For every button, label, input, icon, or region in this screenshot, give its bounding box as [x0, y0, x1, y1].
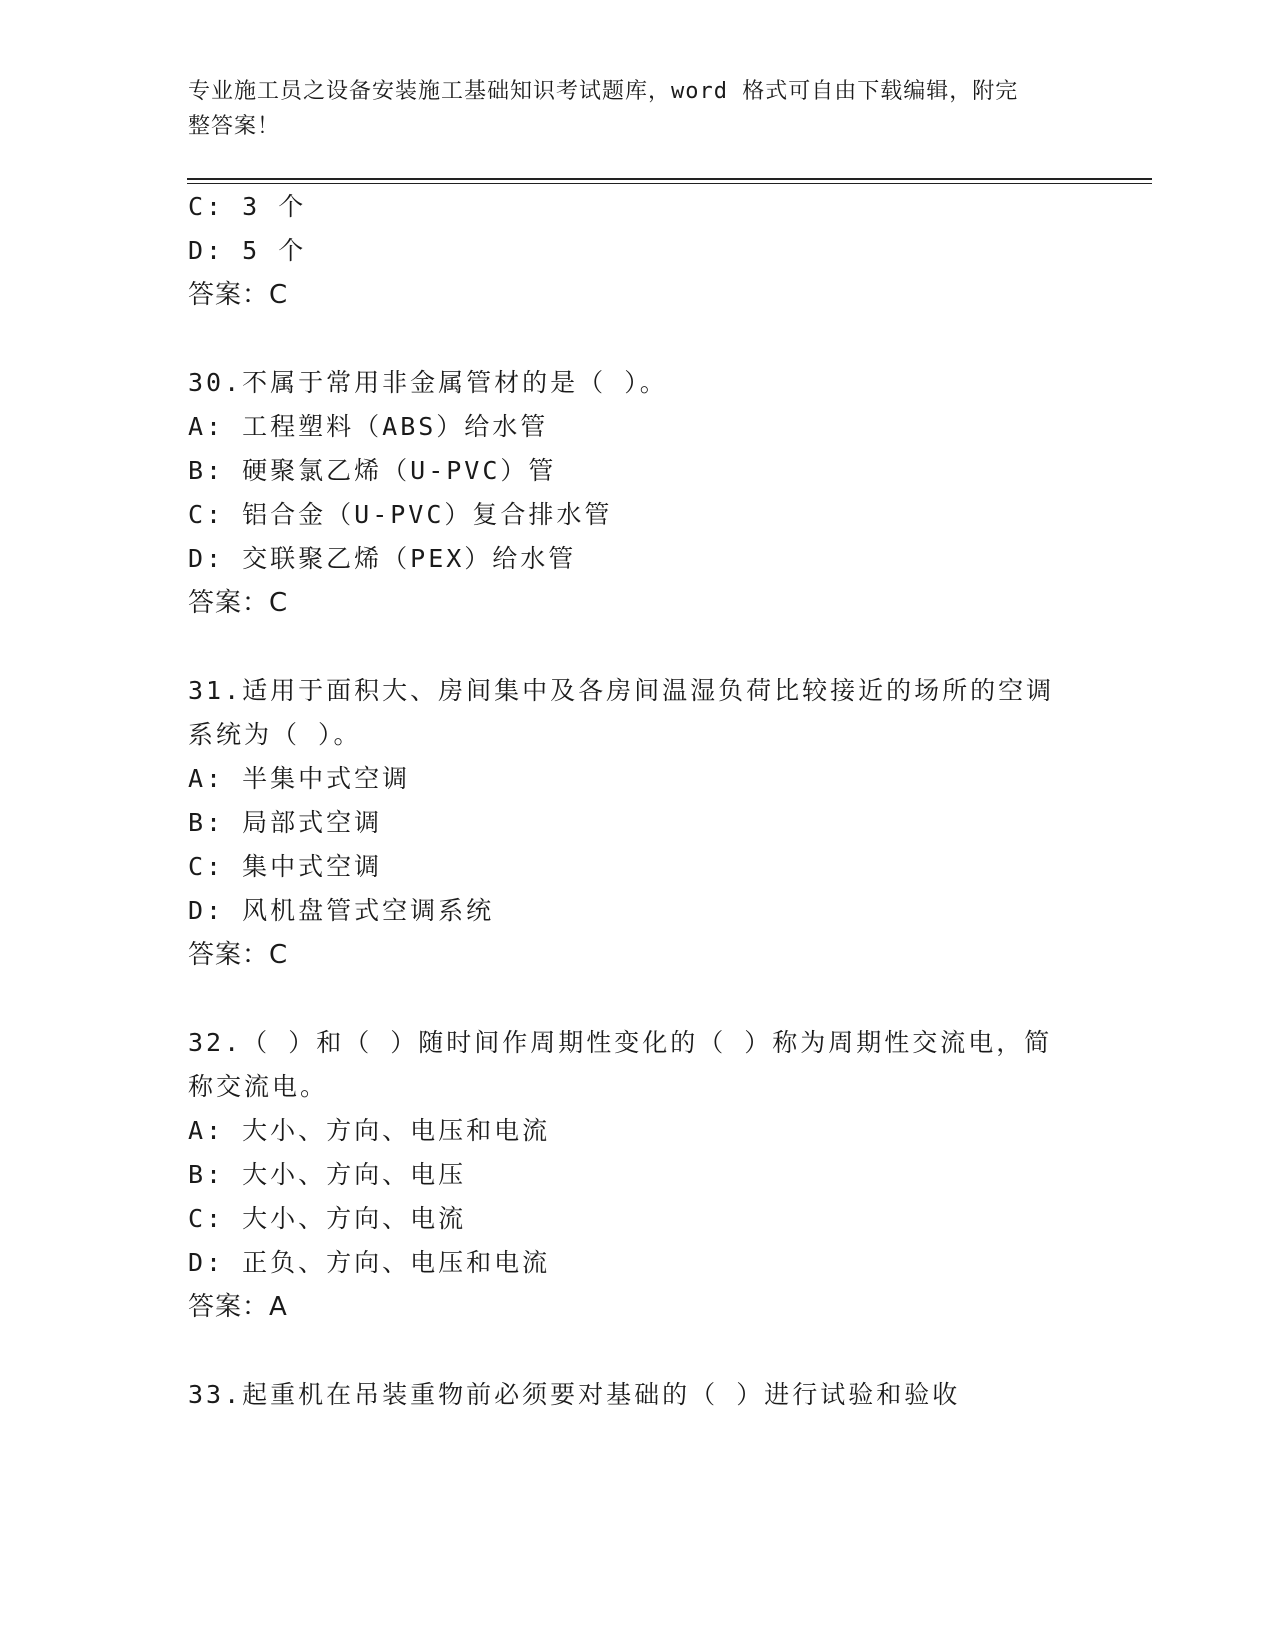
q32-question-line-1: 32.（ ）和（ ）随时间作周期性变化的（ ）称为周期性交流电，简	[188, 1028, 1053, 1057]
q30-answer: 答案：C	[188, 588, 289, 618]
q31-option-d: D: 风机盘管式空调系统	[188, 896, 495, 925]
q30-option-a: A: 工程塑料（ABS）给水管	[188, 412, 549, 441]
prev-option-c: C: 3 个	[188, 192, 307, 221]
header-divider-thick	[187, 178, 1152, 180]
prev-answer: 答案：C	[188, 280, 289, 310]
q32-question-line-2: 称交流电。	[188, 1072, 329, 1101]
document-header	[188, 74, 1068, 144]
q32-option-a: A: 大小、方向、电压和电流	[188, 1116, 551, 1145]
q31-option-a: A: 半集中式空调	[188, 764, 411, 793]
q31-option-b: B: 局部式空调	[188, 808, 383, 837]
header-divider-thin	[187, 183, 1152, 184]
q30-option-d: D: 交联聚乙烯（PEX）给水管	[188, 544, 577, 573]
q30-option-c: C: 铝合金（U-PVC）复合排水管	[188, 500, 613, 529]
q31-answer: 答案：C	[188, 940, 289, 970]
q31-question-line-1: 31.适用于面积大、房间集中及各房间温湿负荷比较接近的场所的空调	[188, 676, 1055, 705]
q30-option-b: B: 硬聚氯乙烯（U-PVC）管	[188, 456, 557, 485]
q32-answer: 答案：A	[188, 1292, 288, 1322]
q31-option-c: C: 集中式空调	[188, 852, 383, 881]
q32-option-c: C: 大小、方向、电流	[188, 1204, 467, 1233]
q31-question-line-2: 系统为（ ）。	[188, 720, 362, 749]
q32-option-b: B: 大小、方向、电压	[188, 1160, 467, 1189]
header-title-line-2: 整答案！	[188, 114, 281, 139]
prev-option-d: D: 5 个	[188, 236, 307, 265]
q30-question: 30.不属于常用非金属管材的是（ ）。	[188, 368, 668, 397]
header-title-line-1: 专业施工员之设备安装施工基础知识考试题库，word 格式可自由下载编辑，附完	[188, 79, 1019, 104]
q33-question: 33.起重机在吊装重物前必须要对基础的（ ）进行试验和验收	[188, 1380, 961, 1409]
q32-option-d: D: 正负、方向、电压和电流	[188, 1248, 551, 1277]
